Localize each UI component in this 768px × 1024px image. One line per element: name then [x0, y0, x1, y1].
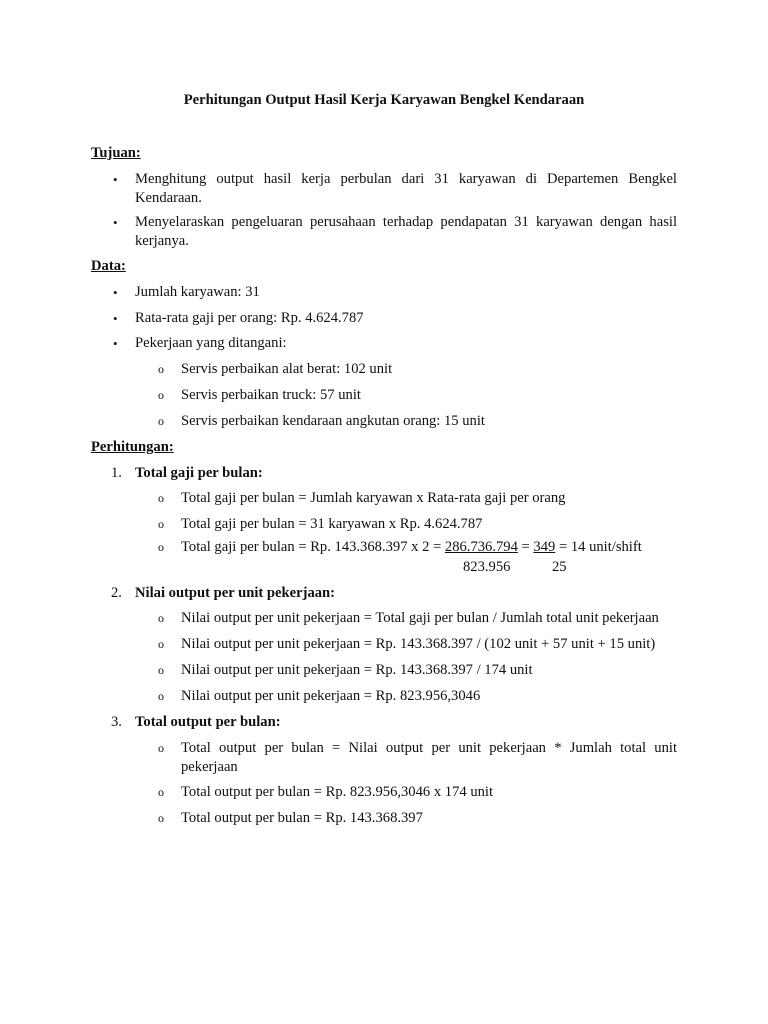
fraction-prefix: Total gaji per bulan = Rp. 143.368.397 x 2 = [181, 539, 445, 555]
bullet-icon: • [113, 336, 118, 351]
circle-bullet-icon: o [158, 414, 164, 428]
bullet-icon: • [113, 311, 118, 326]
fraction-numerator-2: 349 [533, 539, 556, 555]
step-3-number: 3. [111, 714, 122, 730]
circle-bullet-icon: o [158, 388, 164, 402]
tujuan-item-2: Menyelaraskan pengeluaran perusahaan terhadap pendapatan 31 karyawan dengan hasil kerjanya. [135, 214, 677, 249]
circle-bullet-icon: o [158, 785, 164, 799]
fraction-denominator-2: 25 [552, 559, 567, 575]
tujuan-heading: Tujuan: [91, 145, 141, 161]
step-2-line-2: Nilai output per unit pekerjaan = Rp. 143.368.397 / (102 unit + 57 unit + 15 unit) [181, 636, 656, 652]
step-2-line-1: Nilai output per unit pekerjaan = Total gaji per bulan / Jumlah total unit pekerjaan [181, 610, 659, 626]
circle-bullet-icon: o [158, 811, 164, 825]
circle-bullet-icon: o [158, 637, 164, 651]
circle-bullet-icon: o [158, 362, 164, 376]
circle-bullet-icon: o [158, 689, 164, 703]
bullet-icon: • [113, 215, 118, 230]
step-1-line-2: Total gaji per bulan = 31 karyawan x Rp. 4.624.787 [181, 516, 483, 532]
circle-bullet-icon: o [158, 611, 164, 625]
step-3-line-1: Total output per bulan = Nilai output per unit pekerjaan * Jumlah total unit pekerjaan [181, 740, 677, 775]
data-subitem-3: Servis perbaikan kendaraan angkutan orang: 15 unit [181, 413, 485, 429]
fraction-denominator-1: 823.956 [463, 559, 511, 575]
step-1-line-1: Total gaji per bulan = Jumlah karyawan x Rata-rata gaji per orang [181, 490, 566, 506]
perhitungan-heading: Perhitungan: [91, 439, 174, 455]
data-item-2: Rata-rata gaji per orang: Rp. 4.624.787 [135, 310, 364, 326]
step-2-number: 2. [111, 585, 122, 601]
step-3-title: Total output per bulan: [135, 714, 281, 730]
data-item-3: Pekerjaan yang ditangani: [135, 335, 287, 351]
circle-bullet-icon: o [158, 517, 164, 531]
step-3-line-2: Total output per bulan = Rp. 823.956,3046 x 174 unit [181, 784, 494, 800]
tujuan-item-1: Menghitung output hasil kerja perbulan dari 31 karyawan di Departemen Bengkel Kendaraan. [135, 171, 677, 206]
bullet-icon: • [113, 285, 118, 300]
fraction-equals: = [517, 539, 534, 555]
circle-bullet-icon: o [158, 663, 164, 677]
bullet-icon: • [113, 172, 118, 187]
step-2-line-4: Nilai output per unit pekerjaan = Rp. 823.956,3046 [181, 688, 481, 704]
circle-bullet-icon: o [158, 741, 164, 755]
document-title: Perhitungan Output Hasil Kerja Karyawan Bengkel Kendaraan [183, 92, 585, 108]
step-2-title: Nilai output per unit pekerjaan: [135, 585, 336, 601]
circle-bullet-icon: o [158, 491, 164, 505]
step-3-line-3: Total output per bulan = Rp. 143.368.397 [181, 810, 423, 826]
step-2-line-3: Nilai output per unit pekerjaan = Rp. 143.368.397 / 174 unit [181, 662, 533, 678]
step-1-number: 1. [111, 465, 122, 481]
data-heading: Data: [91, 258, 126, 274]
step-1-fraction-line [181, 538, 642, 557]
data-subitem-2: Servis perbaikan truck: 57 unit [181, 387, 361, 403]
data-item-1: Jumlah karyawan: 31 [135, 284, 260, 300]
fraction-suffix: = 14 unit/shift [555, 539, 642, 555]
fraction-numerator-1: 286.736.794 [444, 539, 518, 555]
circle-bullet-icon: o [158, 540, 164, 554]
data-subitem-1: Servis perbaikan alat berat: 102 unit [181, 361, 393, 377]
step-1-title: Total gaji per bulan: [135, 465, 263, 481]
